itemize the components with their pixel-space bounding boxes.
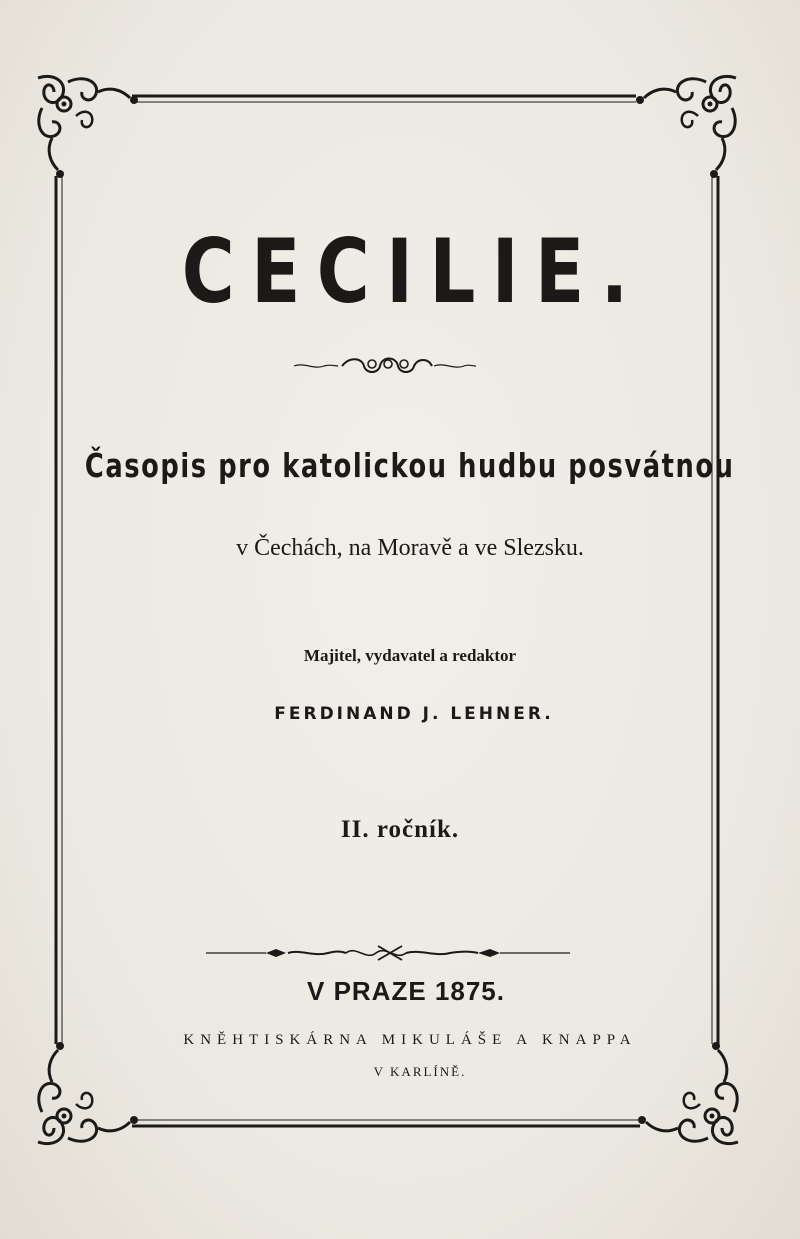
journal-subtitle: Časopis pro katolickou hudbu posvátnou	[84, 446, 735, 485]
region-line: v Čechách, na Moravě a ve Slezsku.	[236, 535, 584, 561]
printer-location: V KARLÍNĚ.	[373, 1064, 467, 1079]
editor-role-label: Majitel, vydavatel a redaktor	[303, 646, 517, 665]
publication-place-year: V PRAZE 1875.	[307, 976, 505, 1006]
editor-name: FERDINAND J. LEHNER.	[274, 704, 554, 724]
corner-flourish-icon	[638, 1042, 738, 1144]
divider-flourish-icon	[206, 946, 570, 960]
corner-flourish-icon	[38, 1042, 138, 1144]
volume-label: II. ročník.	[340, 816, 460, 843]
corner-flourish-icon	[636, 76, 736, 178]
corner-flourish-icon	[38, 76, 138, 178]
divider-flourish-icon	[294, 359, 476, 373]
printer-name: KNĚHTISKÁRNA MIKULÁŠE A KNAPPA	[183, 1032, 637, 1048]
journal-title: CECILIE.	[181, 220, 645, 323]
